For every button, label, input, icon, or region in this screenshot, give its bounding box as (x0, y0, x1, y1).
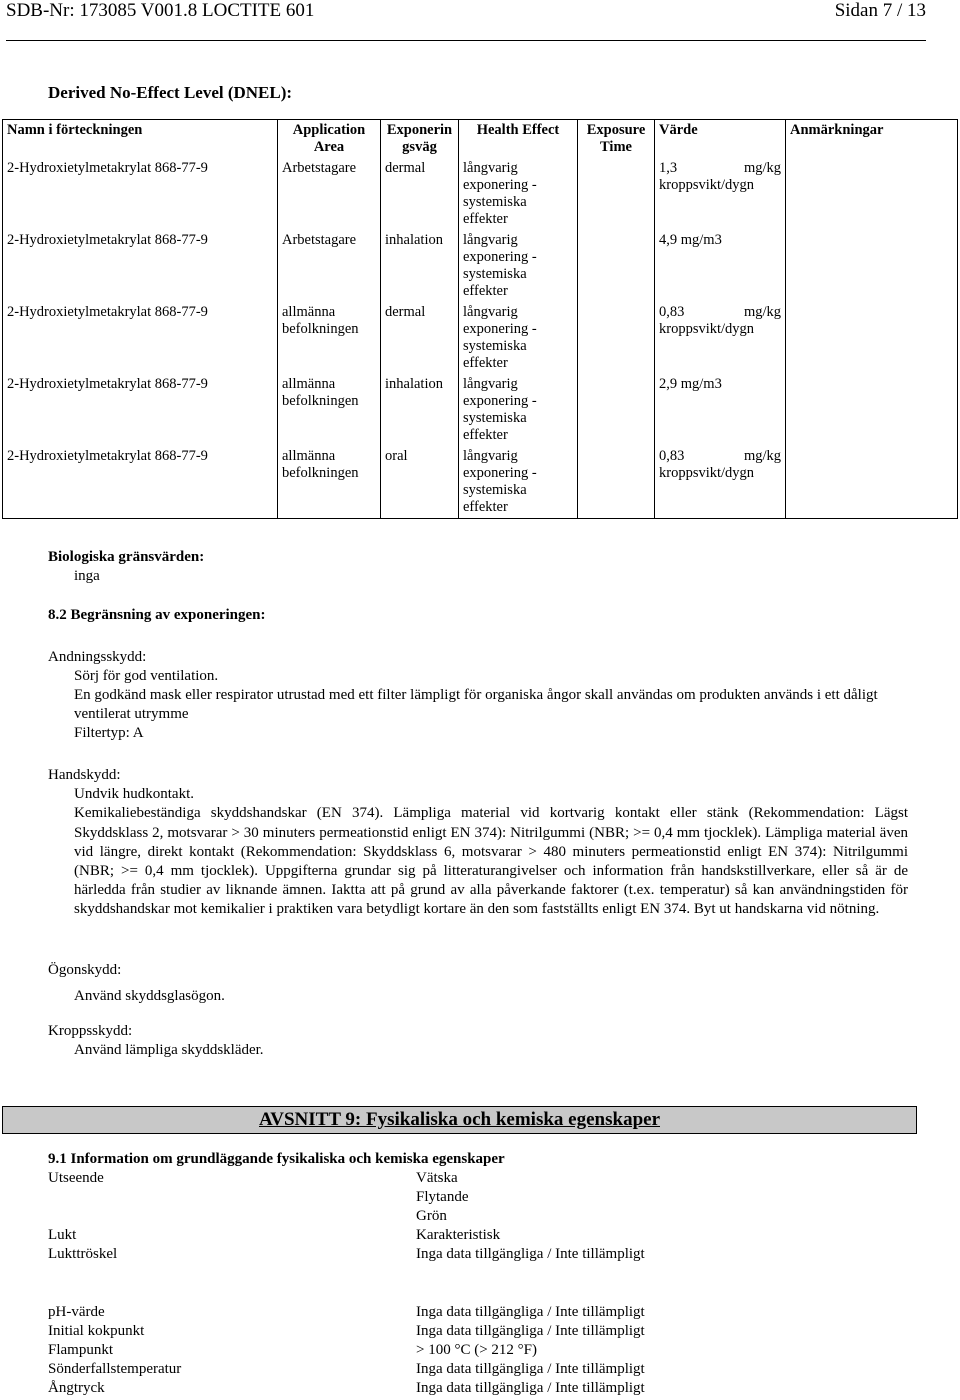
breathing-line: En godkänd mask eller respirator utrustad med ett filter lämpligt för organiska ångor skall användas om produkten används i ett dåligt ventilerat utrymme (74, 687, 878, 722)
breathing-line: Sörj för god ventilation. (74, 668, 219, 684)
property-value: Inga data tillgängliga / Inte tillämpligt (416, 1361, 645, 1377)
property-value: Inga data tillgängliga / Inte tillämpligt (416, 1380, 645, 1396)
cell-value (655, 374, 786, 446)
hand-label: Handskydd: (48, 767, 121, 783)
property-value: Flytande (416, 1189, 469, 1205)
biological-value: inga (74, 568, 100, 584)
cell-effect: långvarig exponering - systemiska effekter (459, 158, 578, 230)
property-key: Ångtryck (48, 1380, 105, 1396)
page-header (6, 0, 926, 30)
dnel-table (2, 119, 958, 519)
breathing-line: Filtertyp: A (74, 725, 144, 741)
value-number: 2,9 mg/m3 (659, 376, 722, 392)
section-9-title: AVSNITT 9: Fysikaliska och kemiska egenskaper (258, 1109, 660, 1130)
cell-time (578, 446, 655, 519)
property-value: > 100 °C (> 212 °F) (416, 1342, 538, 1358)
property-key: Utseende (48, 1170, 104, 1186)
col-route: Exponerin gsväg (381, 120, 459, 159)
property-key: Sönderfallstemperatur (48, 1361, 182, 1377)
cell-route: dermal (381, 302, 459, 374)
document-id: SDB-Nr: 173085 V001.8 LOCTITE 601 (6, 0, 315, 21)
body-label: Kroppsskydd: (48, 1023, 133, 1039)
property-value: Inga data tillgängliga / Inte tillämpligt (416, 1304, 645, 1320)
dnel-title: Derived No-Effect Level (DNEL): (48, 83, 293, 102)
header-rule (6, 40, 926, 41)
cell-route: dermal (381, 158, 459, 230)
property-key: Lukttröskel (48, 1246, 118, 1262)
cell-area: Arbetstagare (278, 230, 381, 302)
cell-area: allmänna befolkningen (278, 374, 381, 446)
value-unit: mg/kg (743, 304, 781, 320)
eye-protection (48, 961, 225, 1006)
eye-line: Använd skyddsglasögon. (74, 988, 225, 1004)
col-value: Värde (655, 120, 786, 159)
cell-time (578, 302, 655, 374)
value-number: 4,9 mg/m3 (659, 232, 722, 248)
section-8-2-title: 8.2 Begränsning av exponeringen: (48, 607, 266, 623)
cell-name: 2-Hydroxietylmetakrylat 868-77-9 (3, 302, 278, 374)
property-value: Grön (416, 1208, 447, 1224)
property-value: Karakteristisk (416, 1227, 501, 1243)
table-row (3, 374, 958, 446)
hand-protection (48, 766, 908, 920)
col-name: Namn i förteckningen (3, 120, 278, 159)
property-value: Vätska (416, 1170, 458, 1186)
cell-value (655, 446, 786, 519)
section-9-banner (2, 1106, 917, 1134)
cell-effect: långvarig exponering - systemiska effekter (459, 446, 578, 519)
property-key: pH-värde (48, 1304, 105, 1320)
cell-time (578, 374, 655, 446)
cell-value (655, 302, 786, 374)
cell-name: 2-Hydroxietylmetakrylat 868-77-9 (3, 158, 278, 230)
value-unit: mg/kg (743, 160, 781, 176)
dnel-header-row (3, 120, 958, 159)
property-key: Lukt (48, 1227, 77, 1243)
value-rest: kroppsvikt/dygn (659, 177, 755, 193)
value-number: 0,83 (659, 448, 685, 464)
property-value: Inga data tillgängliga / Inte tillämpligt (416, 1246, 645, 1262)
cell-area: allmänna befolkningen (278, 446, 381, 519)
col-health-effect: Health Effect (459, 120, 578, 159)
value-rest: kroppsvikt/dygn (659, 321, 755, 337)
value-rest: kroppsvikt/dygn (659, 465, 755, 481)
cell-route: oral (381, 446, 459, 519)
table-row (3, 302, 958, 374)
breathing-label: Andningsskydd: (48, 649, 147, 665)
cell-effect: långvarig exponering - systemiska effekter (459, 302, 578, 374)
body-line: Använd lämpliga skyddskläder. (74, 1042, 264, 1058)
section-9-1-title: 9.1 Information om grundläggande fysikaliska och kemiska egenskaper (48, 1151, 505, 1167)
cell-area: Arbetstagare (278, 158, 381, 230)
cell-value (655, 158, 786, 230)
property-key: Initial kokpunkt (48, 1323, 145, 1339)
biological-title: Biologiska gränsvärden: (48, 549, 205, 565)
cell-remarks (786, 446, 958, 519)
cell-remarks (786, 302, 958, 374)
cell-route: inhalation (381, 230, 459, 302)
page-number: Sidan 7 / 13 (834, 0, 926, 21)
col-remarks: Anmärkningar (786, 120, 958, 159)
col-exposure-time: Exposure Time (578, 120, 655, 159)
body-protection (48, 1022, 264, 1060)
hand-line: Undvik hudkontakt. (74, 786, 194, 803)
cell-remarks (786, 230, 958, 302)
cell-effect: långvarig exponering - systemiska effekter (459, 230, 578, 302)
value-unit: mg/kg (743, 448, 781, 464)
property-value: Inga data tillgängliga / Inte tillämpligt (416, 1323, 645, 1339)
cell-time (578, 230, 655, 302)
hand-line: Kemikaliebeständiga skyddshandskar (EN 374). Lämpliga material vid kortvarig kontakt eller stänk (Rekommendation: Lägst Skyddsklass 2, motsvarar > 30 minuters permeationstid enligt EN 374): Nitrilgummi (NBR; >= 0,4 mm tjocklek). Lämpliga material även vid längre, direkt kontakt (Rekommendation: Skyddsklass 6, motsvarar > 480 minuters permeationstid enligt EN 374): Nitrilgummi (NBR; >= 0,4 mm tjocklek). Uppgifterna grundar sig på litteraturangivelser och information från handskstillverkare, eller så är de härledda från studier av liknande ämnen. Iaktta att på grund av alla påverkande faktorer (t.ex. temperatur) så kan användningstiden för skyddshandskar mot kemikalier i praktiken vara betydligt kortare än den som fastställts enligt EN 374. Byt ut handskarna vid nötning. (74, 805, 908, 918)
value-number: 0,83 (659, 304, 685, 320)
breathing-protection (48, 648, 908, 743)
col-application-area: Application Area (278, 120, 381, 159)
cell-name: 2-Hydroxietylmetakrylat 868-77-9 (3, 446, 278, 519)
cell-remarks (786, 374, 958, 446)
cell-time (578, 158, 655, 230)
table-row (3, 230, 958, 302)
cell-remarks (786, 158, 958, 230)
cell-effect: långvarig exponering - systemiska effekter (459, 374, 578, 446)
cell-route: inhalation (381, 374, 459, 446)
eye-label: Ögonskydd: (48, 962, 122, 978)
table-row (3, 446, 958, 519)
cell-name: 2-Hydroxietylmetakrylat 868-77-9 (3, 374, 278, 446)
table-row (3, 158, 958, 230)
cell-area: allmänna befolkningen (278, 302, 381, 374)
cell-value (655, 230, 786, 302)
value-number: 1,3 (659, 160, 678, 176)
cell-name: 2-Hydroxietylmetakrylat 868-77-9 (3, 230, 278, 302)
property-key: Flampunkt (48, 1342, 114, 1358)
